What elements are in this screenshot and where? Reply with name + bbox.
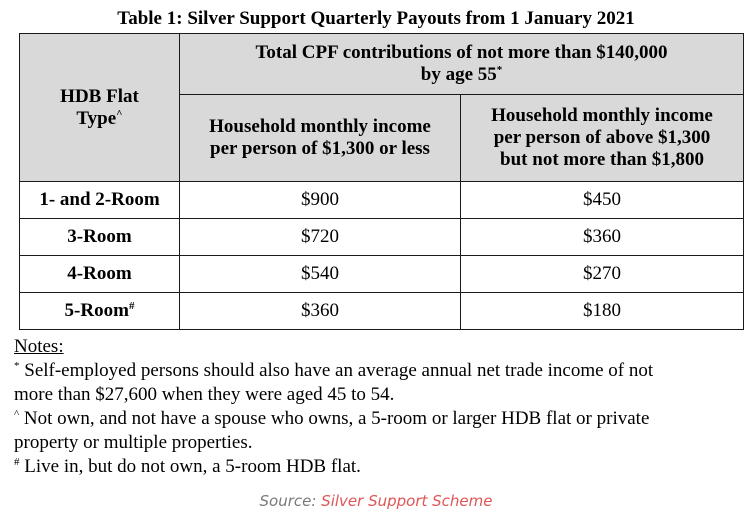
flat-type-header-mark: ^ [116, 107, 123, 120]
payout-low-cell: $360 [180, 293, 461, 330]
table-row [20, 256, 744, 293]
table-row [20, 293, 744, 330]
note-self-employed [14, 359, 746, 383]
flat-type-cell [20, 219, 180, 256]
payout-high-cell: $360 [461, 219, 744, 256]
payout-high-cell: $180 [461, 293, 744, 330]
note-five-room [14, 455, 746, 479]
note-self-employed-cont: more than $27,600 when they were aged 45 to 54. [14, 384, 395, 405]
note-mark: ^ [14, 408, 20, 420]
note-ownership [14, 407, 746, 431]
table-title: Table 1: Silver Support Quarterly Payouts from 1 January 2021 [117, 8, 635, 29]
source-prefix: Source: [259, 492, 322, 510]
flat-type-header-line2: Type [76, 107, 117, 129]
flat-type-cell [20, 256, 180, 293]
flat-type-cell [20, 182, 180, 219]
flat-type-label: 1- and 2-Room [39, 189, 160, 210]
income-low-header-line1: Household monthly income [209, 116, 431, 137]
flat-type-label: 3-Room [67, 226, 132, 247]
flat-type-label: 4-Room [67, 263, 132, 284]
payout-low-cell: $720 [180, 219, 461, 256]
note-mark: # [14, 456, 20, 468]
income-high-header [461, 95, 744, 182]
notes-section [14, 335, 746, 479]
flat-type-label: 5-Room [64, 300, 129, 321]
income-high-header-line1: Household monthly income [491, 105, 713, 126]
note-line: Not own, and not have a spouse who owns, a 5-room or larger HDB flat or private [23, 408, 650, 429]
note-line: Live in, but do not own, a 5-room HDB flat. [24, 456, 361, 477]
cpf-header-line1: Total CPF contributions of not more than $140,000 [255, 42, 668, 63]
payout-low-cell: $900 [180, 182, 461, 219]
payout-table [19, 33, 744, 330]
table-row [20, 182, 744, 219]
note-ownership-cont: property or multiple properties. [14, 432, 253, 453]
flat-type-header [20, 34, 180, 182]
notes-heading: Notes: [14, 336, 64, 357]
source-caption [0, 492, 752, 510]
payout-high-cell: $450 [461, 182, 744, 219]
cpf-header-line2: by age 55 [420, 64, 497, 85]
income-low-header [180, 95, 461, 182]
note-line: Self-employed persons should also have an average annual net trade income of not [24, 360, 654, 381]
cpf-header-mark: * [496, 64, 503, 76]
note-mark: * [14, 360, 20, 372]
table-row [20, 219, 744, 256]
flat-type-cell [20, 293, 180, 330]
flat-type-mark: # [128, 300, 135, 312]
income-low-header-line2: per person of $1,300 or less [210, 138, 430, 159]
payout-high-cell: $270 [461, 256, 744, 293]
source-link[interactable]: Silver Support Scheme [321, 492, 493, 510]
payout-low-cell: $540 [180, 256, 461, 293]
income-high-header-line2: per person of above $1,300 [493, 127, 711, 148]
cpf-contributions-header [180, 34, 744, 95]
flat-type-header-line1: HDB Flat [60, 85, 139, 107]
income-high-header-line3: but not more than $1,800 [500, 149, 704, 170]
